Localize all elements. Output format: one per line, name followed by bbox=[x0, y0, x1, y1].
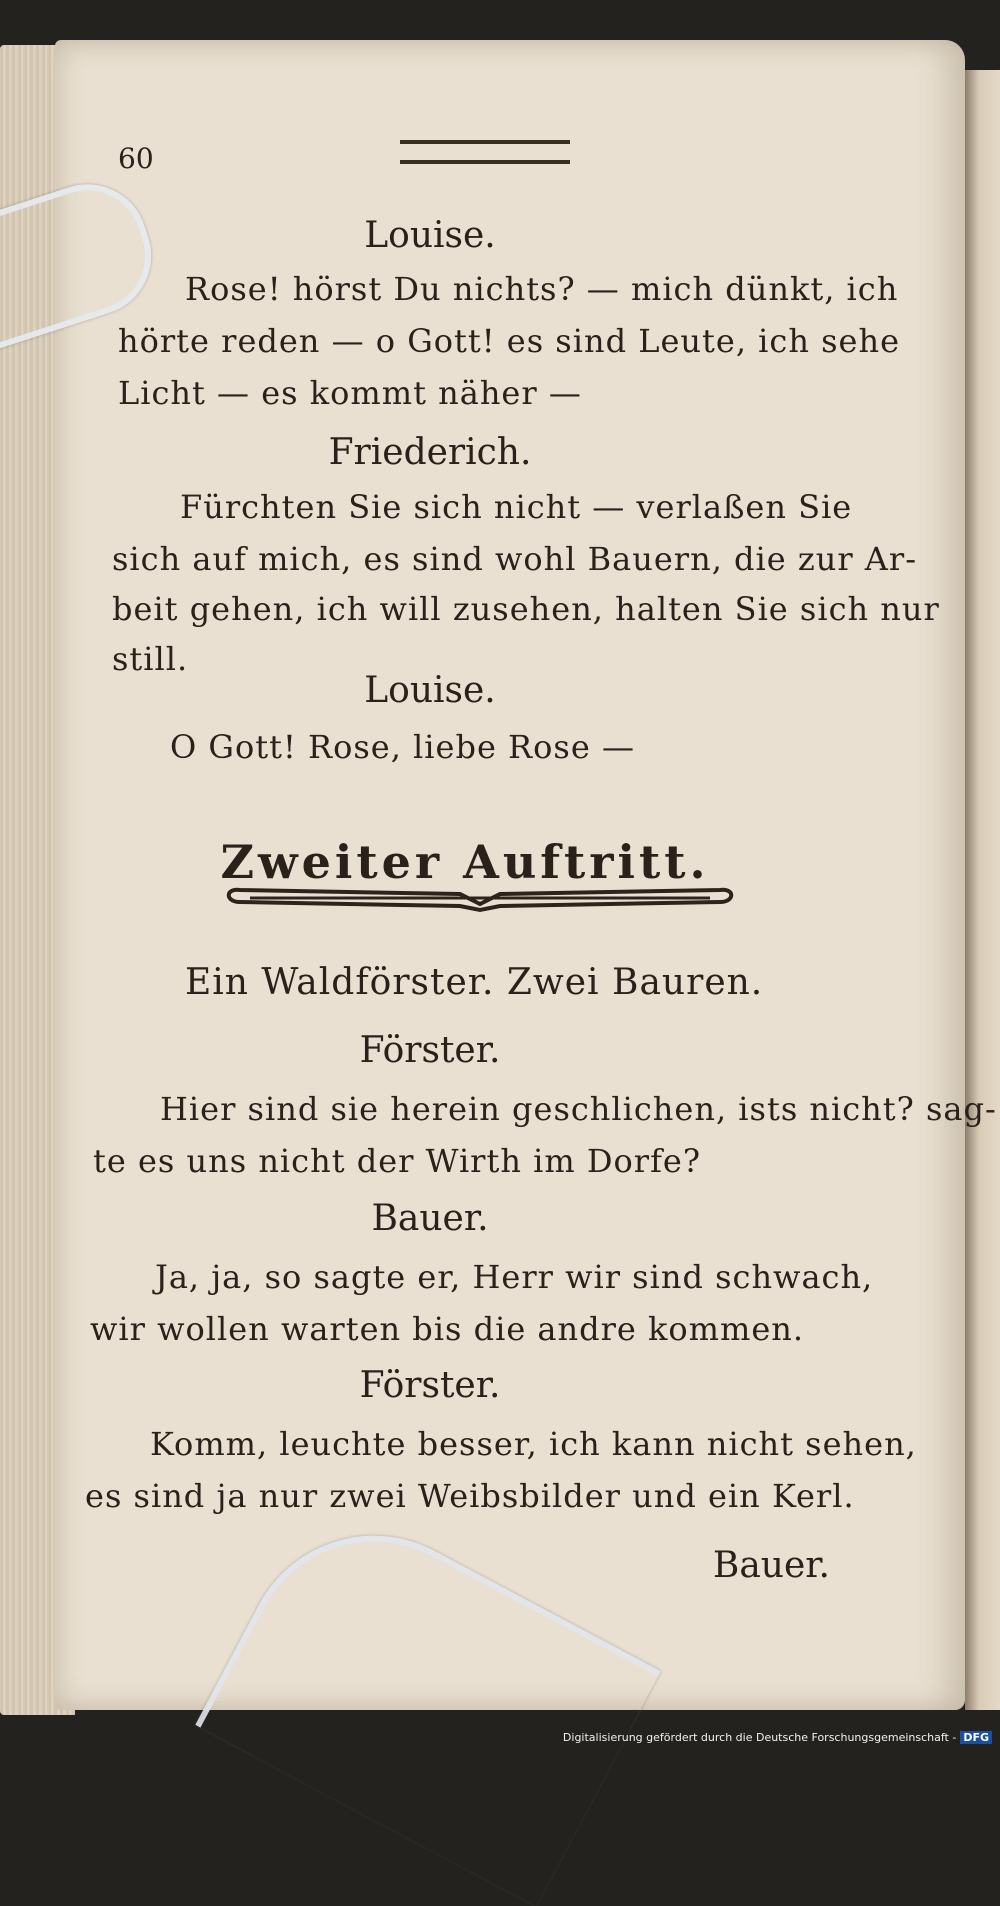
text-line: beit gehen, ich will zusehen, halten Sie sich nur bbox=[112, 590, 940, 628]
page-number: 60 bbox=[118, 142, 154, 175]
dfg-logo: DFG bbox=[960, 1731, 992, 1744]
text-line: O Gott! Rose, liebe Rose — bbox=[170, 728, 635, 766]
text-line: Hier sind sie herein geschlichen, ists nicht? sag- bbox=[160, 1090, 997, 1128]
facing-page-edge bbox=[965, 70, 1000, 1710]
text-line: Ja, ja, so sagte er, Herr wir sind schwach, bbox=[155, 1258, 874, 1296]
speaker-bauer: Bauer. bbox=[371, 1198, 489, 1239]
text-line: te es uns nicht der Wirth im Dorfe? bbox=[93, 1142, 702, 1180]
text-line: Rose! hörst Du nichts? — mich dünkt, ich bbox=[185, 270, 899, 308]
footer-text: Digitalisierung gefördert durch die Deutsche Forschungsgemeinschaft - bbox=[562, 1731, 957, 1744]
digitization-footer bbox=[563, 1731, 992, 1744]
text-line: Fürchten Sie sich nicht — verlaßen Sie bbox=[180, 488, 853, 526]
speaker-foerster-2: Förster. bbox=[359, 1365, 501, 1406]
speaker-foerster-1: Förster. bbox=[359, 1030, 501, 1071]
header-rule bbox=[400, 140, 570, 164]
text-line: wir wollen warten bis die andre kommen. bbox=[90, 1310, 805, 1348]
ornament-divider bbox=[220, 880, 740, 920]
text-line: Komm, leuchte besser, ich kann nicht sehen, bbox=[150, 1425, 917, 1463]
text-line: still. bbox=[112, 640, 189, 678]
speaker-louise-2: Louise. bbox=[364, 670, 496, 711]
text-line: Licht — es kommt näher — bbox=[118, 374, 582, 412]
text-line: es sind ja nur zwei Weibsbilder und ein Kerl. bbox=[85, 1477, 855, 1515]
text-line: sich auf mich, es sind wohl Bauern, die zur Ar- bbox=[112, 540, 918, 578]
text-line: hörte reden — o Gott! es sind Leute, ich sehe bbox=[118, 322, 900, 360]
catchword: Bauer. bbox=[712, 1545, 830, 1586]
section-title: Zweiter Auftritt. bbox=[220, 835, 710, 889]
cast-list: Ein Waldförster. Zwei Bauren. bbox=[185, 962, 764, 1003]
speaker-louise-1: Louise. bbox=[364, 215, 496, 256]
speaker-friederich: Friederich. bbox=[328, 432, 532, 473]
